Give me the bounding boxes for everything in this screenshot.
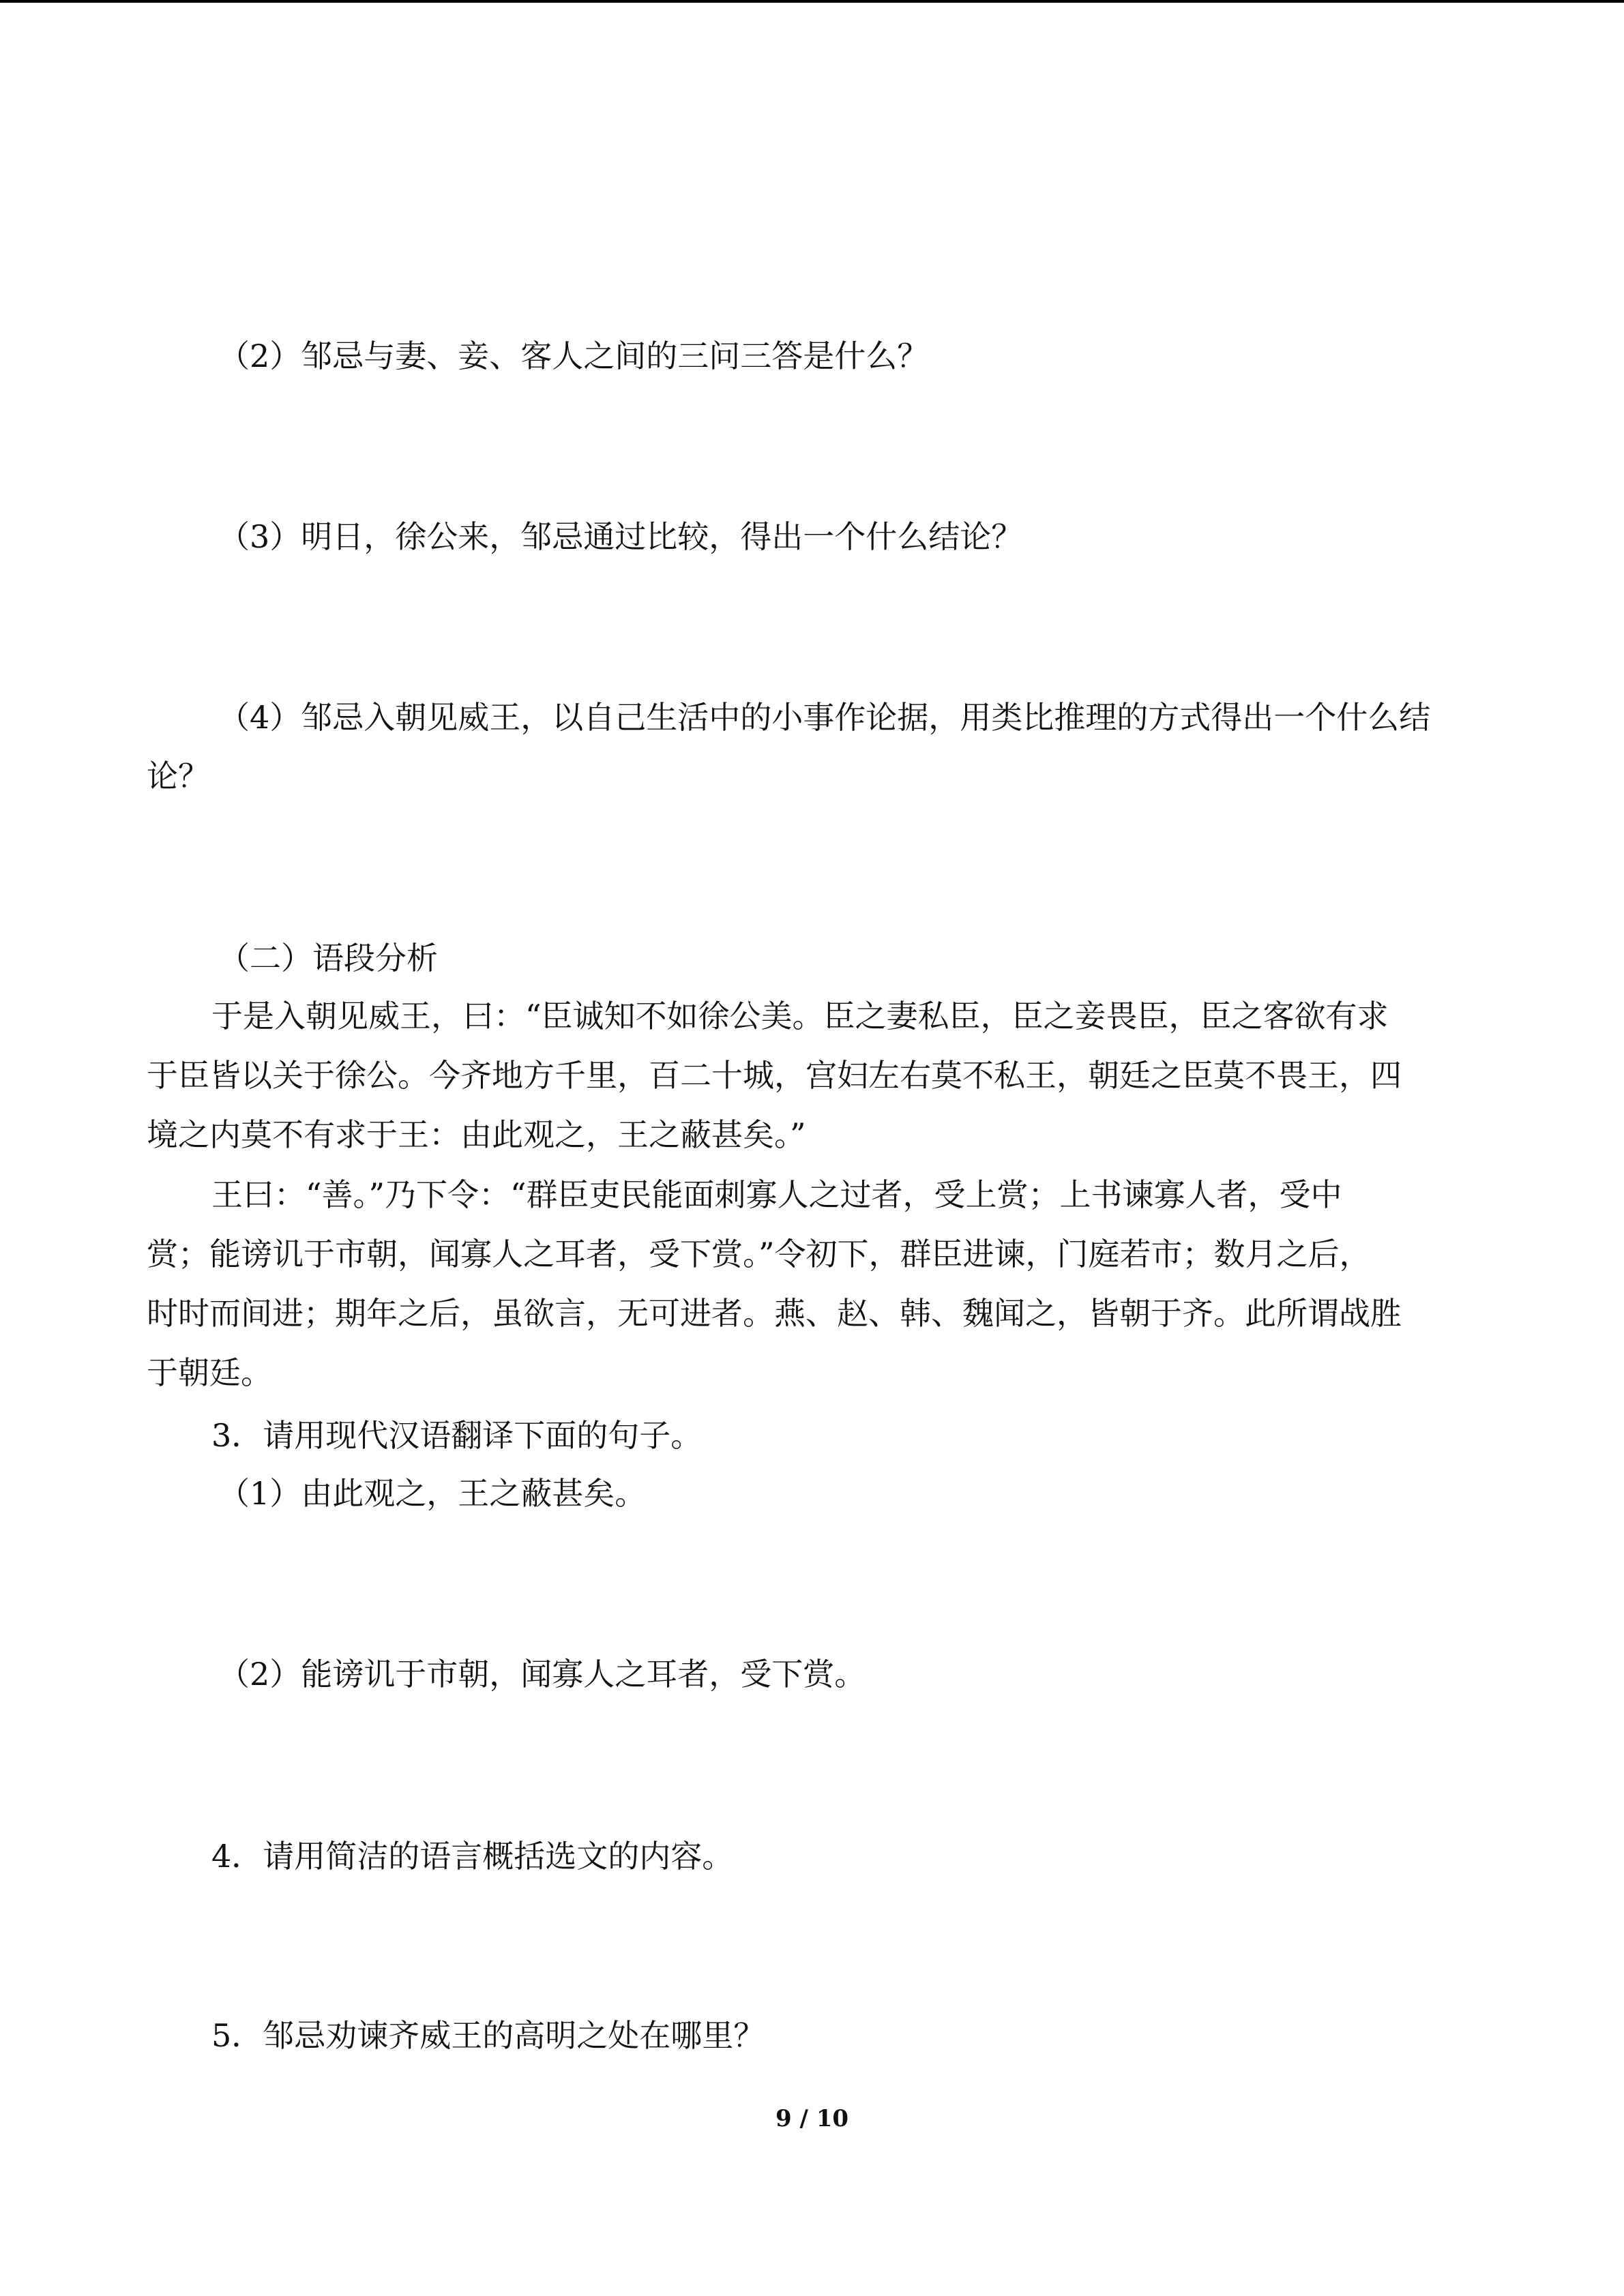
passage-line: 于臣皆以关于徐公。今齐地方千里，百二十城，宫妇左右莫不私王，朝廷之臣莫不畏王，四 [147,1057,1402,1094]
exercise-3-sub-1: （1）由此观之，王之蔽甚矣。 [218,1475,647,1512]
passage-line: 境之内莫不有求于王：由此观之，王之蔽甚矣。” [147,1116,806,1153]
question-2: （2）邹忌与妻、妾、客人之间的三问三答是什么？ [218,338,929,374]
question-4-line-1: （4）邹忌入朝见威王，以自己生活中的小事作论据，用类比推理的方式得出一个什么结 [218,699,1431,736]
passage-line: 于朝廷。 [147,1354,272,1391]
exercise-3-title: 3．请用现代汉语翻译下面的句子。 [211,1417,703,1454]
question-4-line-2: 论？ [147,758,209,794]
exercise-5: 5．邹忌劝谏齐威王的高明之处在哪里？ [211,2017,765,2054]
exercise-3-sub-2: （2）能谤讥于市朝，闻寡人之耳者，受下赏。 [218,1656,866,1693]
passage-line: 王曰：“善。”乃下令：“群臣吏民能面刺寡人之过者，受上赏；上书谏寡人者，受中 [211,1176,1342,1213]
top-border-line [0,0,1624,3]
passage-line: 于是入朝见威王，曰：“臣诚知不如徐公美。臣之妻私臣，臣之妾畏臣，臣之客欲有求 [211,998,1389,1034]
exercise-4: 4．请用简洁的语言概括选文的内容。 [211,1838,734,1875]
question-3: （3）明日，徐公来，邹忌通过比较，得出一个什么结论？ [218,518,1023,555]
passage-line: 赏；能谤讥于市朝，闻寡人之耳者，受下赏。”令初下，群臣进谏，门庭若市；数月之后， [147,1236,1371,1272]
section-heading: （二）语段分析 [218,940,438,976]
page-number: 9 / 10 [775,2105,849,2132]
passage-line: 时时而间进；期年之后，虽欲言，无可进者。燕、赵、韩、魏闻之，皆朝于齐。此所谓战胜 [147,1295,1402,1332]
